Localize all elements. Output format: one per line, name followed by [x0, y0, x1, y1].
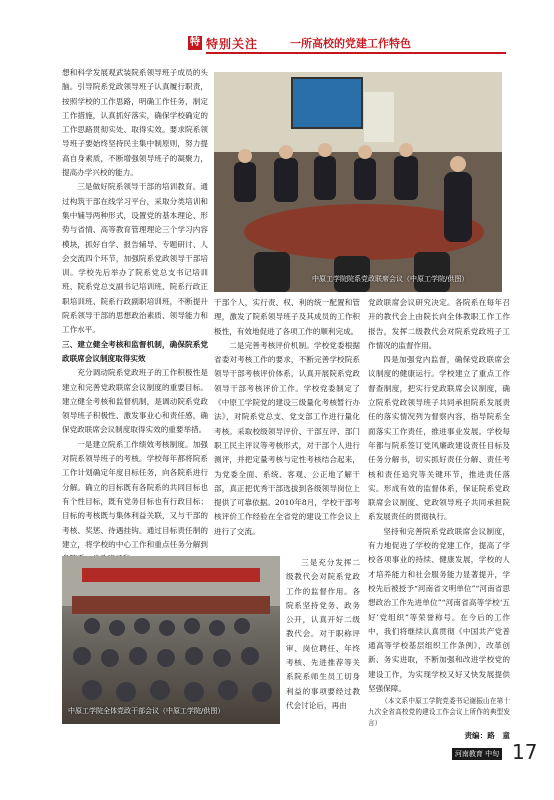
- paragraph: 二是完善考核评价机制。学校党委根据省委对考核工作的要求，不断完善学校院系领导干部考核评价体系，认真开展院系党政领导干部考核评价工作。学校党委制定了《中原工学院党的建设三级量化考核暂行办法》，对院系党总支、党支部工作进行量化考核。采取校级领导评价、干部互评、部门职工民主评议等考核形式，对干部个人进行测评，并把定量考核与定性考核结合起来，为党委全面、系统、客观、公正地了解干部，真正把优秀干部选拔到各级领导岗位上提供了可靠依据。2010年8月，学校干部考核评价工作经验在全省党的建设工作会议上进行了交流。: [214, 340, 360, 536]
- meeting-photo-top: [214, 72, 502, 292]
- top-photo-caption: 中原工学院院系党政联席会议（中原工学院/供图）: [312, 275, 469, 283]
- paragraph: 坚持和完善院系党政联席会议制度，有力地促进了学校的党建工作，提高了学校各项事业的持续、健康发展，学校的人才培养能力和社会服务能力显著提升，学校先后被授予“河南省文明单位”“河南省思想政治工作先进单位”“河南省高等学校‘五好’党组织”等荣誉称号。在今后的工作中，我们将继续认真贯彻《中国共产党普通高等学校基层组织工作条例》，改革创新、务实进取，不断加强和改进学校党的建设工作，为实现学校又好又快发展提供坚强保障。: [368, 526, 510, 694]
- bottom-photo-caption: 中原工学院全体党政干部会议（中原工学院/供图）: [68, 707, 225, 715]
- page-header: [0, 30, 554, 56]
- meeting-photo-top-image: [214, 72, 502, 292]
- section-heading: 三、建立健全考核和监督机制，确保院系党政联席会议制度取得实效: [62, 339, 208, 363]
- paragraph: 三是做好院系领导干部的培训教育。通过构筑干部在线学习平台，采取分类培训和集中辅导两种形式，设置党的基本理论、形势与省情、高等教育管理理论三个学习内容模块，抓好自学、报告辅导、专题研讨、人会交流四个环节，加强院系党政领导干部培训。学校先后举办了院系党总支书记培训班、院系党总支副书记培训班、院系行政正职培训班、院系行政副职培训班，不断提升院系领导干部的思想政治素质、领导能力和工作水平。: [62, 182, 208, 335]
- paragraph: 党政联席会议研究决定。各院系在每年召开的教代会上由院长向全体教职工作工作报告，发挥二级教代会对院系党政班子工作情况的监督作用。: [368, 298, 510, 350]
- meeting-photo-bottom-image: [62, 556, 280, 724]
- paragraph: 一是建立院系工作绩效考核制度。加强对院系领导班子的考核。学校每年都将院系工作计划确定年度目标任务，向各院系进行分解。确立的目标既有各院系的共同目标也有个性目标，既有党务目标也有行政目标；目标的考核既与集体利益关联，又与干部的考核、奖惩、待遇挂钩。通过目标责任制的建立，将学校的中心工作和重点任务分解到: [62, 439, 208, 549]
- right-text-column: [368, 296, 510, 756]
- paragraph: 三是充分发挥二级教代会对院系党政工作的监督作用。各院系坚持党务、政务公开，认真开好二级教代会。对于职称评审、岗位聘任、年终考核、先进推荐等关系院系师生员工切身利益的事项要经过教代会讨论后，再由: [286, 558, 360, 710]
- magazine-badge: 河南教育 中旬: [452, 748, 502, 760]
- author-note: （本文系中原工学院党委书记谢振山在第十九次全省高校党的建设工作会议上所作的典型发言）: [368, 697, 510, 728]
- paragraph: 充分调动院系党政班子的工作积极性是建立和完善党政联席会议制度的重要目标。建立健全考核和监督机制，是调动院系党政领导班子积极性、激发事业心和责任感，确保党政联席会议制度取得实效的重要举措。: [62, 368, 208, 435]
- paragraph: 四是加强党内监督，确保党政联席会议制度的健康运行。学校建立了重点工作督查制度，把实行党政联席会议制度，确立院系党政领导班子共同承担院系发展责任的落实情况列为督察内容，指导院系全面落实工作责任，推进事业发展。学校每年都与院系签订党风廉政建设责任目标及任务分解书，切实抓好责任分解、责任考核和责任追究等关键环节，推进责任落实。形成有效的监督体系，保证院系党政联席会议制度、党政领导班子共同承担院系发展责任的贯彻执行。: [368, 355, 510, 522]
- left-text-column: [62, 66, 208, 550]
- column-name: 特别关注: [206, 37, 259, 51]
- middle-text-column: [214, 296, 360, 554]
- column-mark: 特: [190, 37, 200, 48]
- paragraph: 干部个人，实行责、权、利的统一配置和管理，激发了院系领导班子及其成员的工作积极性，有效地促进了各项工作的顺利完成。: [214, 298, 360, 336]
- editor-credit: 责编：路 童: [464, 731, 510, 741]
- paragraph: 想和科学发展观武装院系领导班子成员的头脑。引导院系党政领导班子认真履行职责，按照学校的工作思路，明确工作任务，制定工作措施，认真抓好落实，确保学校确定的工作思路贯彻实处、取得实效。要求院系领导班子要始终坚持民主集中制原则，努力提高自身素质，不断增强领导班子的凝聚力，提高办学兴校的能力。: [62, 68, 208, 178]
- feature-title: 一所高校的党建工作特色: [290, 37, 411, 50]
- header-rule: [206, 52, 506, 54]
- meeting-photo-bottom: [62, 556, 280, 724]
- inset-text-column: [286, 556, 360, 756]
- page-number: 17: [512, 740, 538, 764]
